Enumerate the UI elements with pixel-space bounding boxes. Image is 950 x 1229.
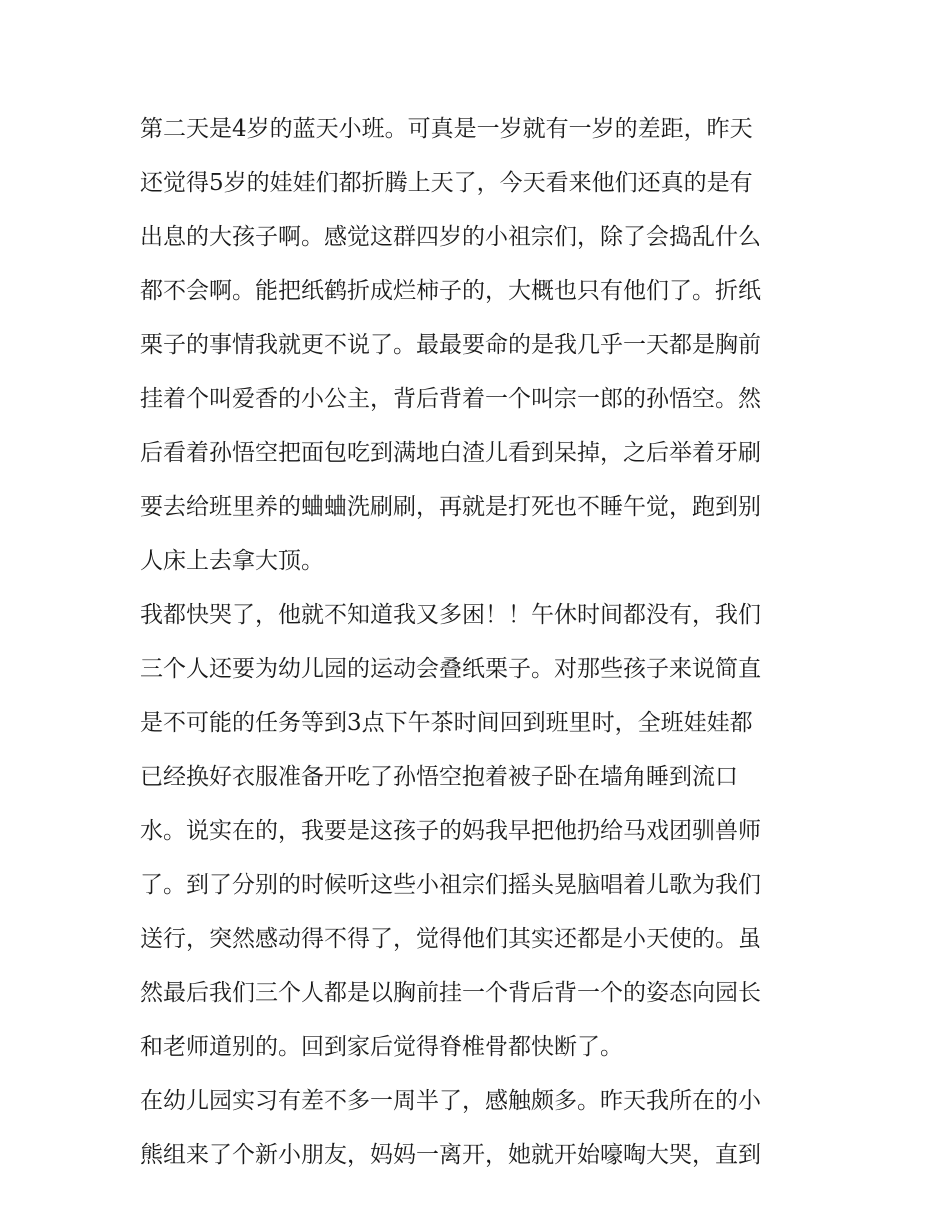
paragraph-3 <box>140 1074 812 1182</box>
text-line: 了。到了分别的时候听这些小祖宗们摇头晃脑唱着儿歌为我们 <box>140 872 761 898</box>
paragraph-2 <box>140 588 812 1074</box>
text-line: 然最后我们三个人都是以胸前挂一个背后背一个的姿态向园长 <box>140 980 761 1006</box>
text-line: 在幼儿园实习有差不多一周半了，感触颇多。昨天我所在的小 <box>140 1088 761 1114</box>
text-line: 和老师道别的。回到家后觉得脊椎骨都快断了。 <box>140 1034 623 1060</box>
text-line: 后看着孙悟空把面包吃到满地白渣儿看到呆掉，之后举着牙刷 <box>140 440 761 466</box>
text-line: 人床上去拿大顶。 <box>140 548 324 574</box>
text-line: 三个人还要为幼儿园的运动会叠纸栗子。对那些孩子来说简直 <box>140 656 761 682</box>
text-line: 都不会啊。能把纸鹤折成烂柿子的，大概也只有他们了。折纸 <box>140 278 761 304</box>
text-line: 水。说实在的，我要是这孩子的妈我早把他扔给马戏团驯兽师 <box>140 818 761 844</box>
text-line: 出息的大孩子啊。感觉这群四岁的小祖宗们，除了会捣乱什么 <box>140 224 761 250</box>
text-line: 栗子的事情我就更不说了。最最要命的是我几乎一天都是胸前 <box>140 332 761 358</box>
text-line: 我都快哭了，他就不知道我又多困！！午休时间都没有，我们 <box>140 602 761 628</box>
text-line: 第二天是4岁的蓝天小班。可真是一岁就有一岁的差距，昨天 <box>140 116 753 142</box>
text-line: 熊组来了个新小朋友，妈妈一离开，她就开始嚎啕大哭，直到 <box>140 1142 761 1168</box>
document-body <box>140 102 812 1182</box>
text-line: 挂着个叫爱香的小公主，背后背着一个叫宗一郎的孙悟空。然 <box>140 386 761 412</box>
text-line: 送行，突然感动得不得了，觉得他们其实还都是小天使的。虽 <box>140 926 761 952</box>
text-line: 还觉得5岁的娃娃们都折腾上天了，今天看来他们还真的是有 <box>140 170 753 196</box>
paragraph-1 <box>140 102 812 588</box>
text-line: 要去给班里养的蛐蛐洗刷刷，再就是打死也不睡午觉，跑到别 <box>140 494 761 520</box>
text-line: 是不可能的任务等到3点下午茶时间回到班里时，全班娃娃都 <box>140 710 753 736</box>
text-line: 已经换好衣服准备开吃了孙悟空抱着被子卧在墙角睡到流口 <box>140 764 738 790</box>
